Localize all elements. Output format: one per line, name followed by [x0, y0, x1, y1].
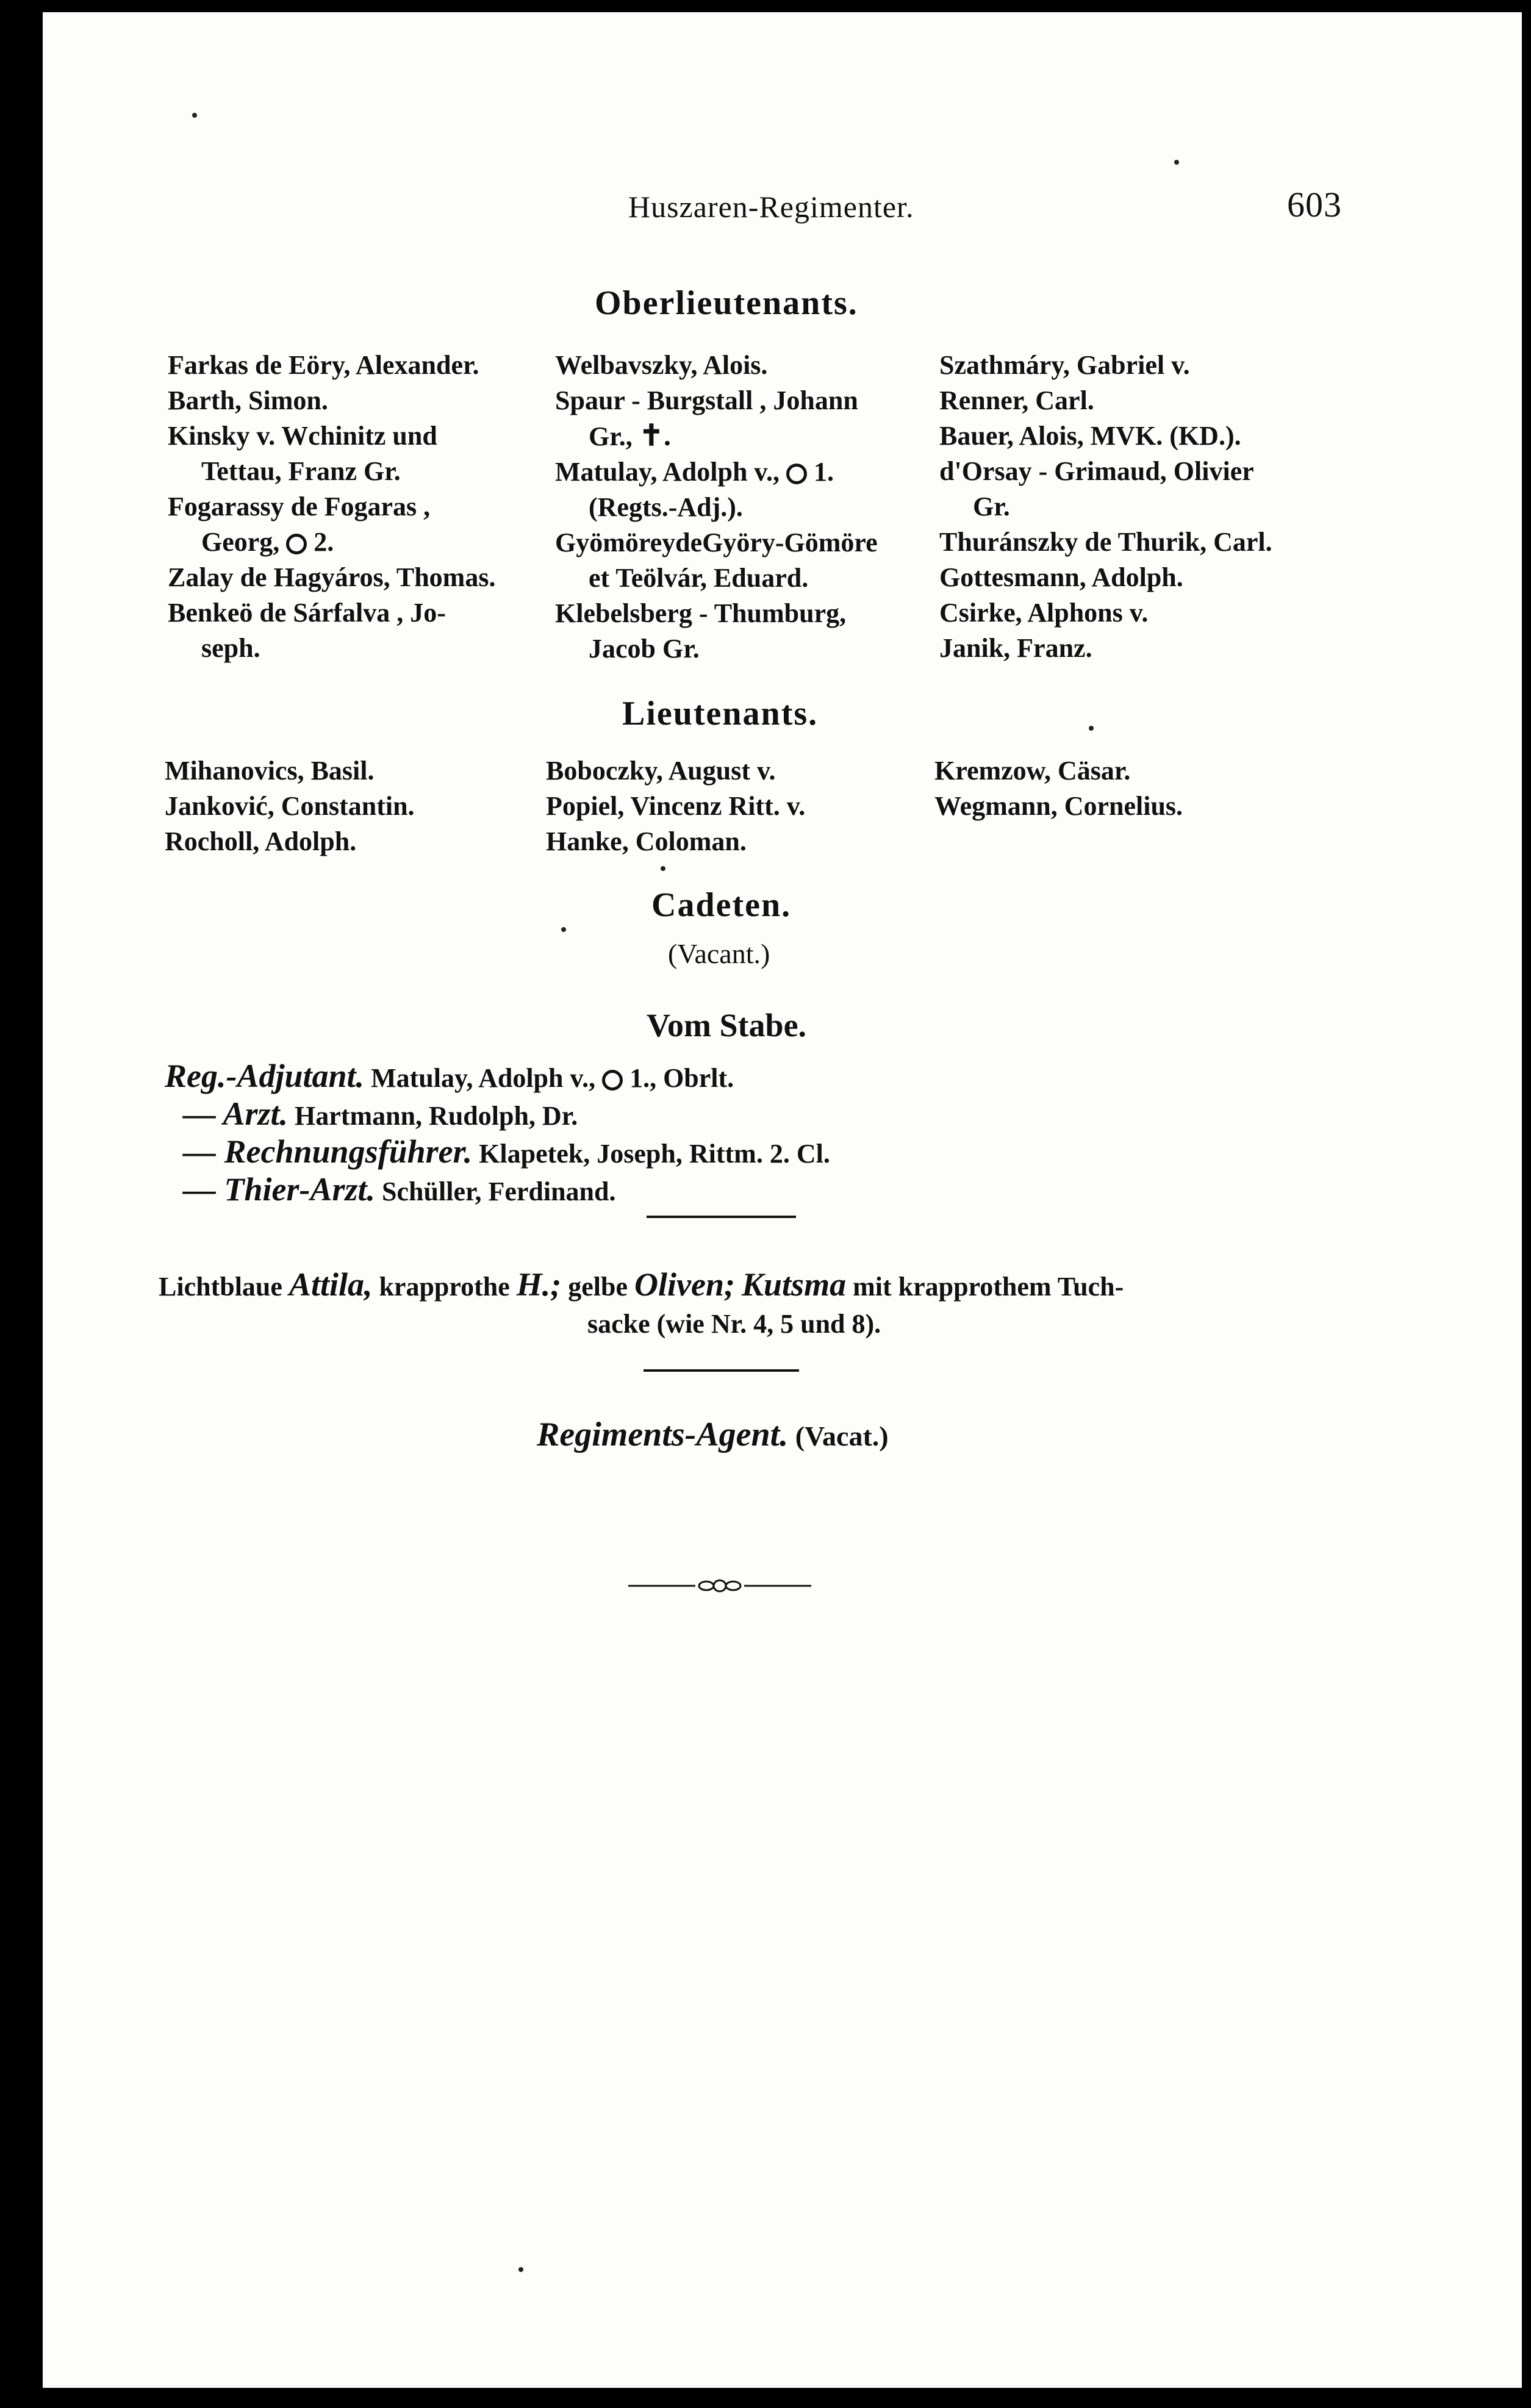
divider	[647, 1216, 796, 1218]
list-item: (Regts.-Adj.).	[589, 492, 743, 522]
speck	[1089, 726, 1094, 731]
page-number: 603	[1287, 185, 1342, 224]
list-item	[555, 418, 945, 454]
uniform-text: Oliven;	[634, 1266, 735, 1303]
stab-text: Hartmann, Rudolph, Dr.	[295, 1101, 578, 1131]
stab-row-adjutant	[165, 1058, 830, 1096]
list-item	[555, 454, 945, 490]
list-item: Gr.	[973, 492, 1010, 521]
stab-text: Matulay, Adolph v.,	[371, 1063, 596, 1093]
list-item-text: 1.	[814, 457, 834, 487]
list-item: Welbavszky, Alois.	[555, 350, 768, 380]
list-item	[168, 525, 567, 560]
list-item: GyömöreydeGyöry-Gömöre	[555, 528, 878, 557]
uniform-text: Lichtblaue	[159, 1272, 282, 1302]
list-item: Csirke, Alphons v.	[939, 598, 1149, 628]
uniform-line-2: sacke (wie Nr. 4, 5 und 8).	[587, 1309, 881, 1339]
stab-role: — Thier-Arzt.	[183, 1171, 376, 1208]
list-item: Gottesmann, Adolph.	[939, 562, 1183, 592]
speck	[518, 2267, 523, 2272]
cadeten-note: (Vacant.)	[668, 938, 770, 969]
stab-row-thier-arzt	[165, 1172, 830, 1209]
speck	[192, 113, 197, 118]
list-item: Boboczky, August v.	[546, 756, 776, 786]
list-item: Farkas de Eöry, Alexander.	[168, 350, 479, 380]
list-item: Popiel, Vincenz Ritt. v.	[546, 791, 806, 821]
list-item-text: Gr.,	[589, 421, 633, 451]
oberlieutenants-heading: Oberlieutenants.	[595, 284, 858, 322]
ornament-divider-icon	[628, 1577, 811, 1595]
speck	[661, 866, 665, 871]
stab-text: Schüller, Ferdinand.	[382, 1177, 616, 1206]
uniform-text: gelbe	[568, 1272, 628, 1302]
lieutenants-column-1	[165, 753, 543, 859]
list-item: Kinsky v. Wchinitz und	[168, 421, 437, 451]
oberlieutenants-column-3	[939, 348, 1342, 666]
speck	[1174, 160, 1179, 165]
page	[43, 12, 1522, 2388]
stab-heading: Vom Stabe.	[647, 1007, 807, 1044]
list-item: et Teölvár, Eduard.	[589, 563, 809, 593]
oberlieutenants-column-2	[555, 348, 945, 667]
list-item: Mihanovics, Basil.	[165, 756, 375, 786]
list-item-text: Matulay, Adolph v.,	[555, 457, 780, 487]
stab-list	[165, 1058, 830, 1209]
list-item: Thuránszky de Thurik, Carl.	[939, 527, 1272, 557]
list-item: Renner, Carl.	[939, 385, 1094, 415]
lieutenants-column-3	[934, 753, 1337, 824]
regiments-agent	[537, 1415, 889, 1454]
speck	[561, 927, 566, 932]
list-item: d'Orsay - Grimaud, Olivier	[939, 456, 1254, 486]
stab-row-arzt	[165, 1096, 830, 1134]
list-item-text: Georg,	[201, 527, 280, 557]
cadeten-heading: Cadeten.	[651, 886, 792, 924]
list-item: Klebelsberg - Thumburg,	[555, 598, 847, 628]
list-item: Hanke, Coloman.	[546, 826, 747, 856]
uniform-text: mit krapprothem Tuch-	[853, 1272, 1124, 1302]
cross-dagger-icon: ✝.	[639, 420, 671, 452]
list-item: Janik, Franz.	[939, 633, 1092, 663]
uniform-text: Attila,	[289, 1266, 373, 1303]
list-item: Barth, Simon.	[168, 385, 328, 415]
list-item: Jacob Gr.	[589, 634, 700, 664]
list-item: Kremzow, Cäsar.	[934, 756, 1131, 786]
list-item: Spaur - Burgstall , Johann	[555, 385, 858, 415]
agent-label: Regiments-Agent.	[537, 1416, 789, 1453]
uniform-text: H.;	[516, 1266, 562, 1303]
list-item: seph.	[201, 633, 260, 663]
lieutenants-column-2	[546, 753, 936, 859]
oberlieutenants-column-1	[168, 348, 567, 666]
list-item: Wegmann, Cornelius.	[934, 791, 1183, 821]
order-ring-icon	[786, 464, 807, 484]
divider	[644, 1369, 799, 1372]
lieutenants-heading: Lieutenants.	[622, 695, 819, 733]
stab-suffix: 1., Obrlt.	[629, 1063, 734, 1093]
stab-role: Reg.-Adjutant.	[165, 1058, 365, 1094]
uniform-line-1	[159, 1266, 1318, 1303]
list-item: Szathmáry, Gabriel v.	[939, 350, 1190, 380]
page-title: Huszaren-Regimenter.	[628, 190, 914, 224]
agent-value: (Vacat.)	[795, 1421, 889, 1452]
stab-row-rechnungsfuehrer	[165, 1134, 830, 1172]
list-item: Janković, Constantin.	[165, 791, 415, 821]
uniform-text: Kutsma	[742, 1266, 847, 1303]
list-item: Benkeö de Sárfalva , Jo-	[168, 598, 446, 628]
stab-role: — Arzt.	[183, 1095, 289, 1132]
list-item: Rocholl, Adolph.	[165, 826, 357, 856]
order-ring-icon	[286, 534, 307, 554]
uniform-text: krapprothe	[379, 1272, 510, 1302]
list-item: Bauer, Alois, MVK. (KD.).	[939, 421, 1241, 451]
list-item: Zalay de Hagyáros, Thomas.	[168, 562, 496, 592]
list-item-text: 2.	[314, 527, 334, 557]
list-item: Fogarassy de Fogaras ,	[168, 492, 431, 521]
order-ring-icon	[602, 1070, 623, 1091]
stab-text: Klapetek, Joseph, Rittm. 2. Cl.	[479, 1139, 830, 1169]
list-item: Tettau, Franz Gr.	[201, 456, 401, 486]
stab-role: — Rechnungsführer.	[183, 1133, 473, 1170]
